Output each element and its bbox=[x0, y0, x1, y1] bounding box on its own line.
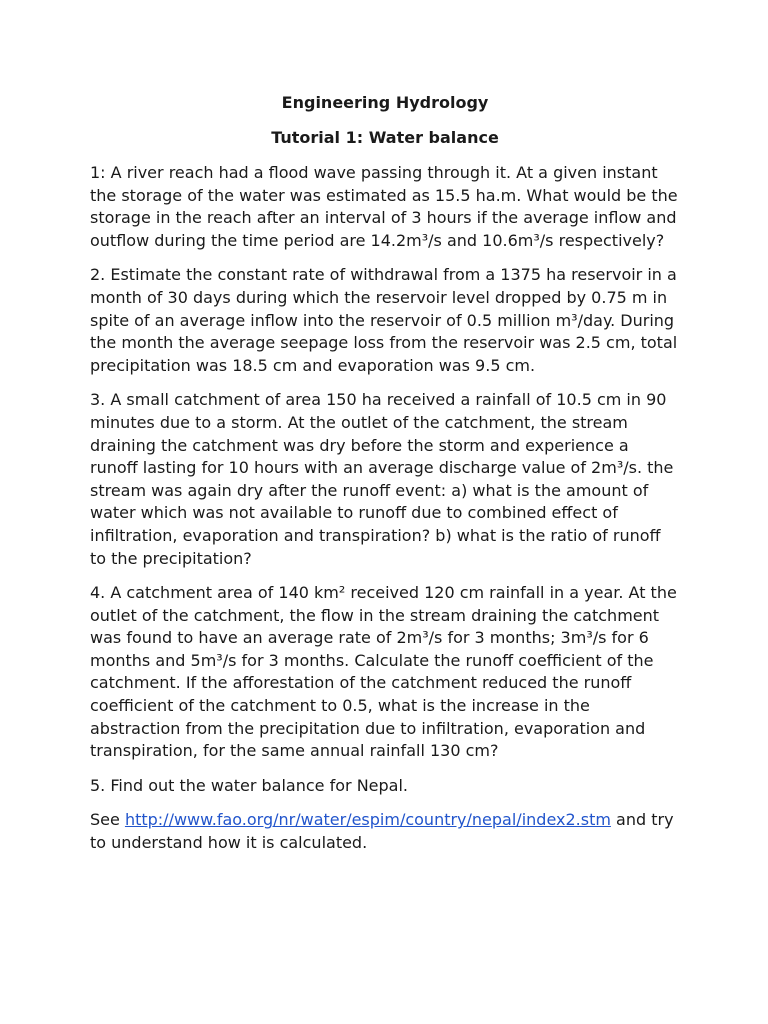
reference-paragraph bbox=[90, 809, 680, 854]
document-subtitle: Tutorial 1: Water balance bbox=[271, 128, 499, 147]
document-page bbox=[90, 92, 680, 867]
fao-nepal-link[interactable]: http://www.fao.org/nr/water/espim/country/nepal/index2.stm bbox=[124, 810, 611, 830]
question-3: 3. A small catchment of area 150 ha received a rainfall of 10.5 cm in 90 minutes due to a storm. At the outlet of the catchment, the stream draining the catchment was dry before the storm and experience a runoff lasting for 10 hours with an average discharge value of 2m³/s. the stream was again dry after the runoff event: a) what is the amount of water which was not available to runoff due to combined effect of infiltration, evaporation and transpiration? b) what is the ratio of runoff to the precipitation? bbox=[90, 390, 674, 568]
reference-prefix: See bbox=[90, 810, 125, 830]
question-2: 2. Estimate the constant rate of withdrawal from a 1375 ha reservoir in a month of 30 days during which the reservoir level dropped by 0.75 m in spite of an average inflow into the reservoir of 0.5 million m³/day. During the month the average seepage loss from the reservoir was 2.5 cm, total precipitation was 18.5 cm and evaporation was 9.5 cm. bbox=[90, 265, 678, 375]
question-5: 5. Find out the water balance for Nepal. bbox=[90, 775, 408, 795]
question-1: 1: A river reach had a flood wave passing through it. At a given instant the storage of the water was estimated as 15.5 ha.m. What would be the storage in the reach after an interval of 3 hours if the average inflow and outflow during the time period are 14.2m³/s and 10.6m³/s respectively? bbox=[90, 163, 678, 250]
question-4: 4. A catchment area of 140 km² received 120 cm rainfall in a year. At the outlet of the catchment, the flow in the stream draining the catchment was found to have an average rate of 2m³/s for 3 months; 3m³/s for 6 months and 5m³/s for 3 months. Calculate the runoff coefficient of the catchment. If the afforestation of the catchment reduced the runoff coefficient of the catchment to 0.5, what is the increase in the abstraction from the precipitation due to infiltration, evaporation and transpiration, for the same annual rainfall 130 cm? bbox=[90, 583, 677, 761]
document-title: Engineering Hydrology bbox=[281, 93, 489, 112]
reference-suffix: and try to understand how it is calculated. bbox=[90, 810, 674, 853]
